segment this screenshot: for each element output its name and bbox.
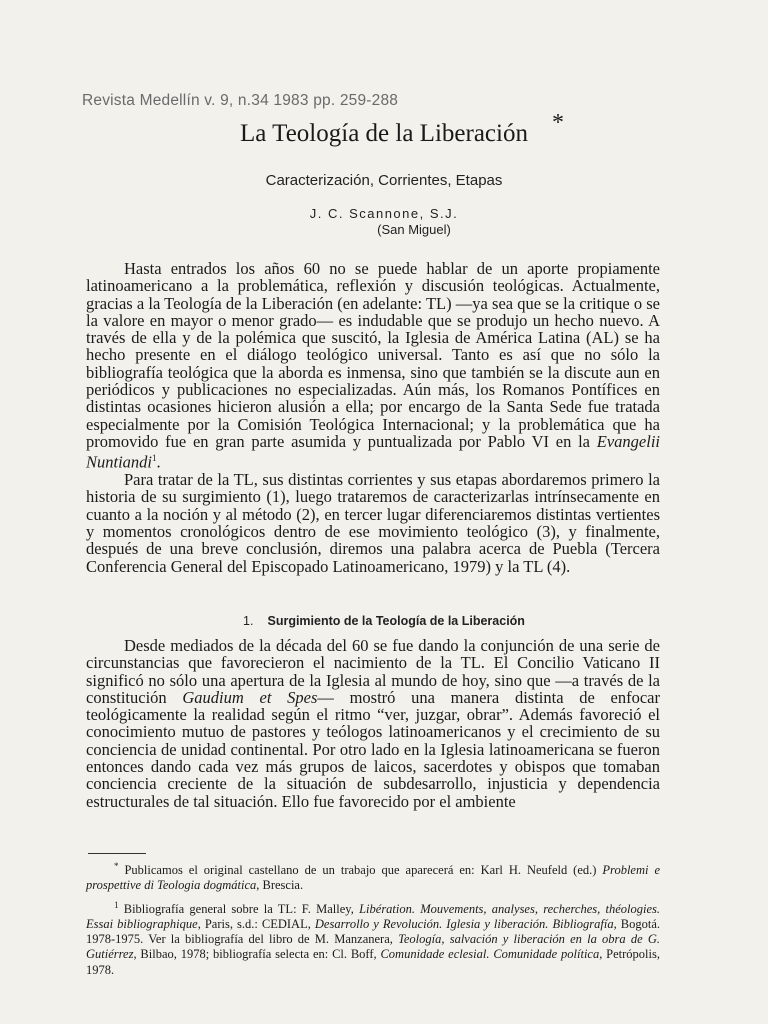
author-name: J. C. Scannone, S.J.	[309, 206, 459, 221]
paragraph	[86, 260, 660, 471]
paragraph	[86, 637, 660, 810]
title-footnote-mark: *	[552, 110, 564, 136]
footnote-ref: 1	[152, 453, 157, 464]
footnote-text: Bibliografía general sobre la TL: F. Malley,	[118, 901, 360, 916]
footnote-text: , Paris, s.d.: CEDIAL,	[197, 916, 315, 931]
italic-title: Gaudium et Spes	[182, 687, 318, 707]
footnote-text: , Bogotá. 1978-1975. Ver la bibliografía del libro de M. Manzanera,	[86, 916, 660, 947]
italic-title: Evangelii Nuntiandi	[86, 431, 660, 472]
article-title: La Teología de la Liberación	[240, 120, 528, 147]
paragraph-text: Hasta entrados los años 60 no se puede hablar de un aporte propiamente latinoamericano a la problemática, reflexión y discusión teológicas. Actualmente, gracias a la Teología de la Liberación (en adelante: TL) —ya sea que se la critique o se la valore en mayor o menor grado— es indudable que se produjo un hecho nuevo. A través de ella y de la polémica que suscitó, la Iglesia de América Latina (AL) se ha hecho presente en el diálogo teológico universal. Tanto es así que no sólo la bibliografía teológica que la aborda es inmensa, sino que también se la discute aun en periódicos y publicaciones no especializadas. Aún más, los Romanos Pontífices en distintas ocasiones hicieron alusión a ella; por encargo de la Santa Sede fue tratada especialmente por la Comisión Teológica Internacional; y la problemática que ha promovido fue en gran parte asumida y puntualizada por Pablo VI en la	[86, 259, 660, 451]
footnote-mark: *	[114, 861, 119, 871]
italic-title: Desarrollo y Revolución. Iglesia y liberación. Bibliografía	[314, 916, 614, 931]
journal-citation: Revista Medellín v. 9, n.34 1983 pp. 259-288	[82, 92, 399, 109]
italic-title: Comunidade eclesial. Comunidade política	[380, 947, 600, 962]
italic-title: Teología, salvación y liberación en la obra de G. Gutiérrez	[86, 932, 660, 962]
footnote-text: , Bilbao, 1978; bibliografía selecta en: Cl. Boff,	[133, 947, 381, 962]
author-affiliation: (San Miguel)	[377, 222, 451, 237]
footnote-divider	[88, 853, 146, 854]
paragraph-text: Para tratar de la TL, sus distintas corrientes y sus etapas abordaremos primero la historia de su surgimiento (1), luego trataremos de caracterizarlas intrínsecamente en cuanto a la noción y al método (2), en tercer lugar diferenciaremos distintas vertientes y momentos cronológicos dentro de ese movimiento teológico (3), y finalmente, después de una breve conclusión, diremos una palabra acerca de Puebla (Tercera Conferencia General del Episcopado Latinoamericano, 1979) y la TL (4).	[86, 470, 660, 576]
section-heading	[0, 614, 768, 628]
paragraph	[86, 471, 660, 575]
footnote-text: , Petrópolis, 1978.	[86, 947, 660, 977]
italic-title: Problemi e prospettive di Teologia dogmática	[86, 863, 661, 893]
footnote	[86, 859, 660, 894]
footnote-text: Publicamos el original castellano de un trabajo que aparecerá en: Karl H. Neufeld (ed.)	[118, 863, 603, 878]
footnotes	[86, 859, 660, 982]
paragraph-text: .	[156, 452, 161, 472]
section-text	[86, 637, 660, 810]
footnote-mark: 1	[114, 899, 119, 910]
section-number: 1.	[243, 614, 254, 628]
intro-text	[86, 260, 660, 575]
section-title: Surgimiento de la Teología de la Liberación	[267, 614, 525, 628]
footnote-text: , Brescia.	[256, 878, 304, 893]
paragraph-text: — mostró una manera distinta de enfocar teológicamente la realidad según el ritmo “ver, juzgar, obrar”. Además favoreció el conocimiento mutuo de pastores y teólogos latinoamericanos y el crecimiento de su conciencia de unidad continental. Por otro lado en la Iglesia latinoamericana se fueron entonces dando cada vez más grupos de laicos, sacerdotes y obispos que tomaban conciencia creciente de la situación de subdesarrollo, injusticia y dependencia estructurales de tal situación. Ello fue favorecido por el ambiente	[86, 687, 660, 811]
article-subtitle: Caracterización, Corrientes, Etapas	[265, 172, 503, 189]
paragraph-text: Desde mediados de la década del 60 se fue dando la conjunción de una serie de circunstancias que favorecieron el nacimiento de la TL. El Concilio Vaticano II significó no sólo una apertura de la Iglesia al mundo de hoy, sino que —a través de la constitución	[86, 636, 660, 707]
footnote	[86, 898, 660, 978]
italic-title: Libération. Mouvements, analyses, recherches, théologies. Essai bibliographique	[86, 901, 661, 931]
